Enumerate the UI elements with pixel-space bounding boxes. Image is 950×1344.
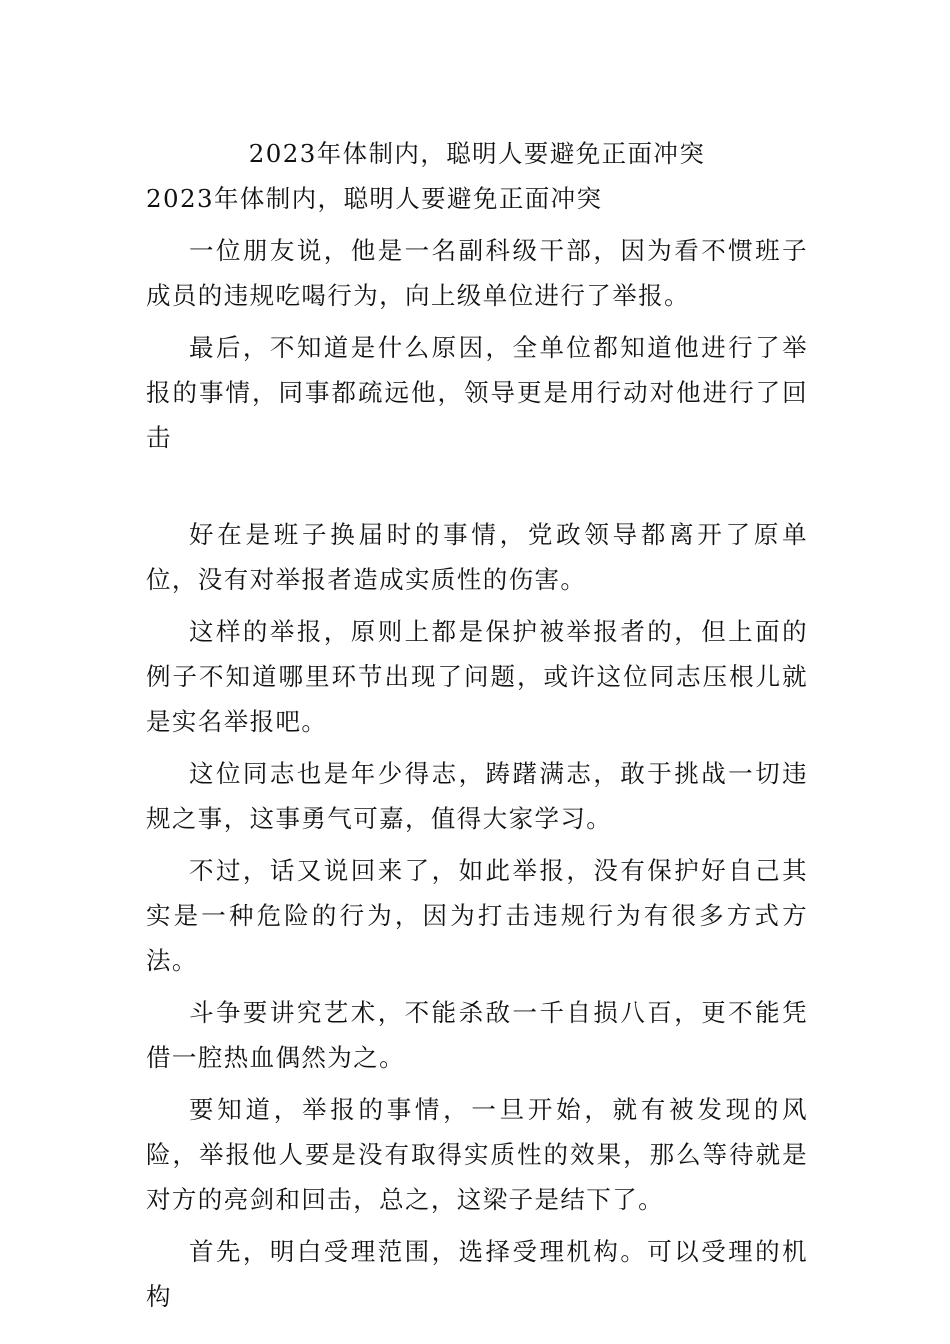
paragraph-8: 要知道，举报的事情，一旦开始，就有被发现的风险，举报他人要是没有取得实质性的效果，那么等待就是对方的亮剑和回击，总之，这梁子是结下了。 — [146, 1095, 808, 1214]
paragraph-5: 这位同志也是年少得志，踌躇满志，敢于挑战一切违规之事，这事勇气可嘉，值得大家学习。 — [146, 759, 808, 833]
paragraph-4: 这样的举报，原则上都是保护被举报者的，但上面的例子不知道哪里环节出现了问题，或许这位同志压根儿就是实名举报吧。 — [146, 617, 808, 736]
document-subtitle: 2023年体制内，聪明人要避免正面冲突 — [146, 184, 603, 213]
paragraph-7: 斗争要讲究艺术，不能杀敌一千自损八百，更不能凭借一腔热血偶然为之。 — [146, 998, 808, 1072]
paragraph-1: 一位朋友说，他是一名副科级干部，因为看不惯班子成员的违规吃喝行为，向上级单位进行了举报。 — [146, 236, 808, 310]
paragraph-2: 最后，不知道是什么原因，全单位都知道他进行了举报的事情，同事都疏远他，领导更是用行动对他进行了回击 — [146, 333, 808, 452]
paragraph-9: 首先，明白受理范围，选择受理机构。可以受理的机构 — [146, 1237, 808, 1311]
paragraph-gap — [146, 460, 808, 505]
document-body — [146, 131, 808, 1319]
paragraph-3: 好在是班子换届时的事情，党政领导都离开了原单位，没有对举报者造成实质性的伤害。 — [146, 520, 808, 594]
document-title: 2023年体制内，聪明人要避免正面冲突 — [248, 139, 706, 168]
paragraph-6: 不过，话又说回来了，如此举报，没有保护好自己其实是一种危险的行为，因为打击违规行为有很多方式方法。 — [146, 856, 808, 975]
